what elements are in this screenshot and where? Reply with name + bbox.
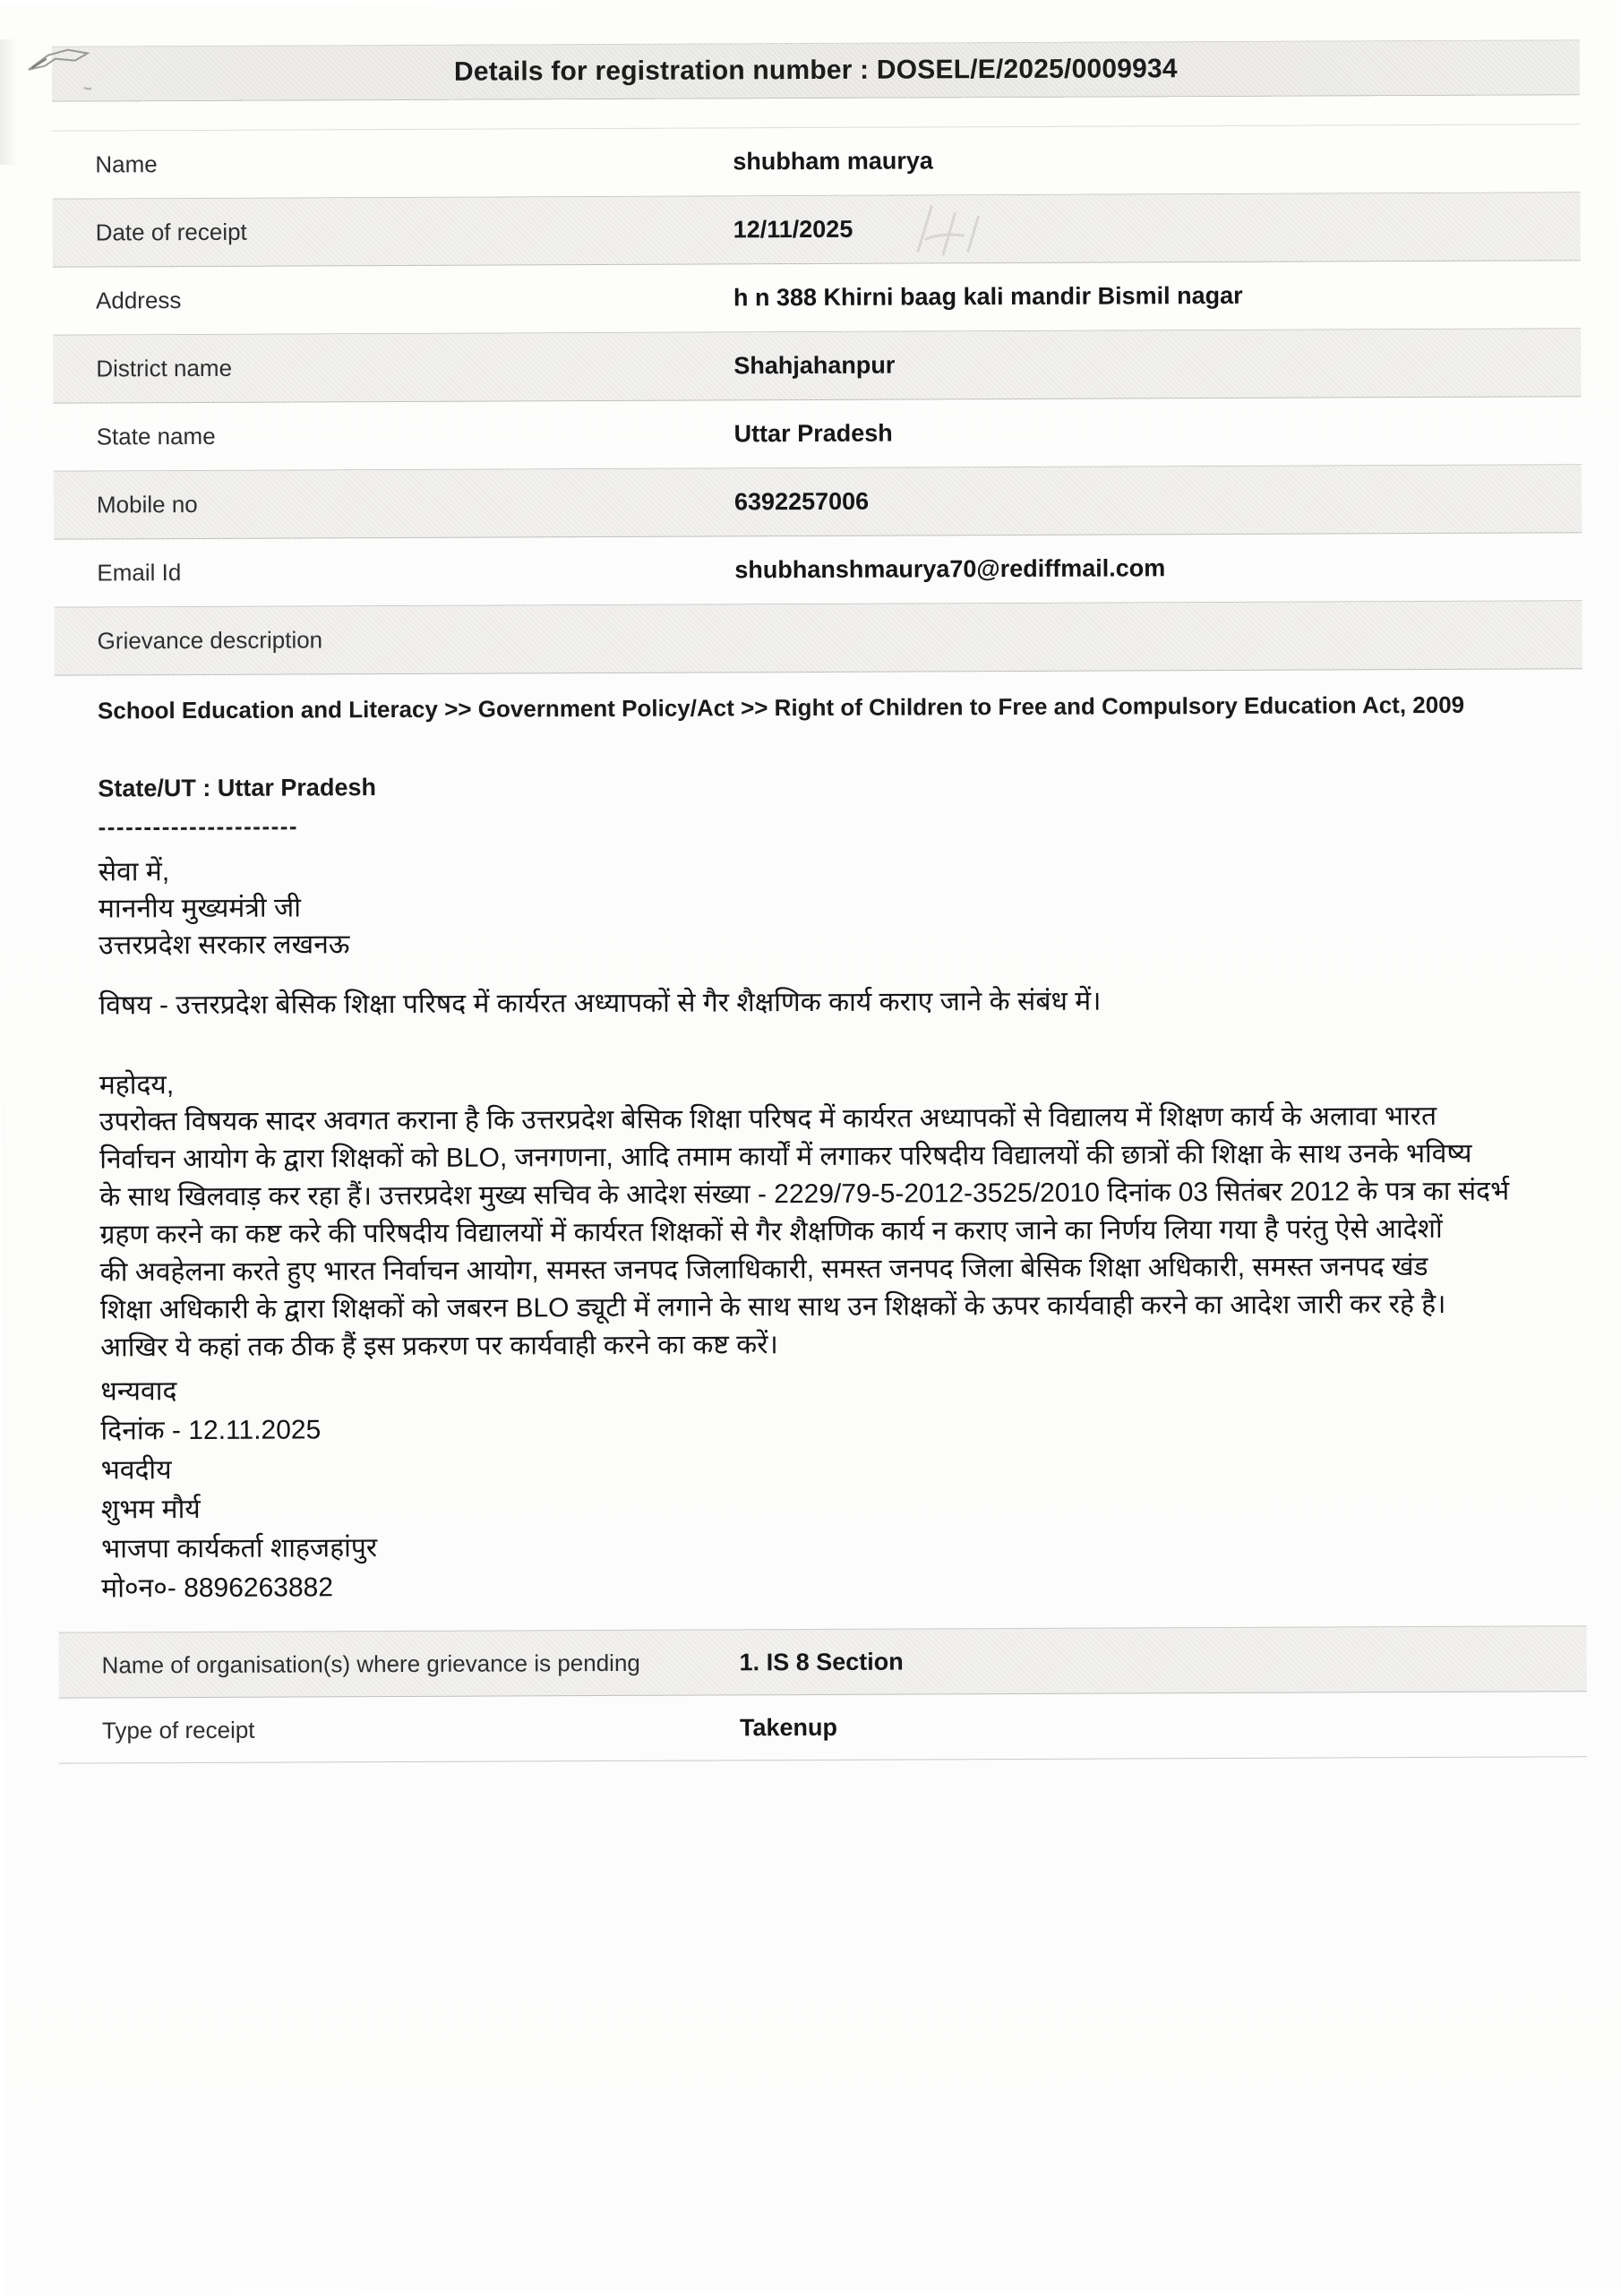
field-label: Grievance description [97, 626, 323, 655]
field-value: h n 388 Khirni baag kali mandir Bismil nagar [733, 281, 1243, 312]
table-row-state-name [53, 397, 1581, 471]
letter-salutation [99, 847, 1566, 964]
details-table [52, 124, 1582, 675]
body-line: के साथ खिलवाड़ कर रहा हैं। उत्तरप्रदेश मुख्य सचिव के आदेश संख्या - 2229/79-5-2012-3525/2010 दिनांक 03 सितंबर 2012 के पत्र का संदर्भ [99, 1176, 1510, 1212]
table-row-grievance-description [54, 601, 1582, 675]
field-label: Name [95, 150, 158, 178]
page-title: Details for registration number : DOSEL/E/2025/0009934 [453, 54, 1178, 87]
table-row-date-of-receipt [52, 193, 1580, 267]
field-label: Email Id [97, 559, 182, 587]
body-line: शिक्षा अधिकारी के द्वारा शिक्षकों को जबरन BLO ड्यूटी में लगाने के साथ साथ उन शिक्षकों के ऊपर कार्यवाही करने का आदेश जारी कर रहे है। [99, 1289, 1446, 1325]
salutation-line: उत्तरप्रदेश सरकार लखनऊ [99, 930, 350, 961]
field-label: Date of receipt [95, 218, 247, 246]
field-label: State name [96, 422, 216, 450]
grievance-state-line: State/UT : Uttar Pradesh [98, 774, 377, 802]
footer-table [58, 1625, 1587, 1763]
table-row-mobile-no [54, 465, 1582, 539]
salutation-line: माननीय मुख्यमंत्री जी [98, 893, 302, 924]
body-line: निर्वाचन आयोग के द्वारा शिक्षकों को BLO, जनगणना, आदि तमाम कार्यों में लगाकर परिषदीय विद्यालयों की छात्रों की शिक्षा के साथ उनके भविष्य [99, 1138, 1472, 1175]
field-label: Mobile no [96, 490, 198, 518]
closing-line: मो०न०- 8896263882 [101, 1572, 334, 1604]
field-label: Name of organisation(s) where grievance is pending [101, 1649, 640, 1678]
field-value: 6392257006 [733, 487, 870, 516]
field-value: Takenup [739, 1713, 838, 1741]
table-row-email-id [54, 533, 1582, 607]
table-row-name [52, 124, 1580, 199]
field-value: 1. IS 8 Section [739, 1648, 904, 1675]
body-line: उपरोक्त विषयक सादर अवगत कराना है कि उत्तरप्रदेश बेसिक शिक्षा परिषद में कार्यरत अध्यापकों से विद्यालय में शिक्षण कार्य के अलावा भारत [99, 1101, 1437, 1137]
body-line: की अवहेलना करते हुए भारत निर्वाचन आयोग, समस्त जनपद जिलाधिकारी, समस्त जनपद जिला बेसिक शिक्षा अधिकारी, समस्त जनपद खंड [99, 1251, 1428, 1288]
salutation-line: सेवा में, [98, 857, 170, 887]
closing-line: दिनांक - 12.11.2025 [100, 1415, 322, 1446]
closing-line: भाजपा कार्यकर्ता शाहजहांपुर [101, 1533, 378, 1564]
closing-line: धन्यवाद [100, 1376, 177, 1407]
letter-greeting: महोदय, [99, 1070, 175, 1101]
letter-subject-line: विषय - उत्तरप्रदेश बेसिक शिक्षा परिषद में कार्यरत अध्यापकों से गैर शैक्षणिक कार्य कराए जाने के संबंध में। [99, 986, 1102, 1021]
title-bar [52, 39, 1580, 101]
divider-dashes: ---------------------- [98, 812, 299, 841]
table-row-pending-organisation [58, 1625, 1586, 1698]
field-value: shubham maurya [733, 147, 933, 176]
grievance-description-body [55, 690, 1586, 1608]
body-line: ग्रहण करने का कष्ट करे की परिषदीय विद्यालयों में कार्यरत शिक्षकों से गैर शैक्षणिक कार्य न कराए जाने का निर्णय लिया गया है परंतु ऐसे आदेशों [99, 1213, 1443, 1250]
letter-body [99, 1097, 1567, 1366]
field-label: District name [96, 354, 233, 382]
field-label: Type of receipt [101, 1716, 255, 1743]
field-label: Address [95, 287, 182, 314]
body-line: आखिर ये कहां तक ठीक हैं इस प्रकरण पर कार्यवाही करने का कष्ट करें। [100, 1330, 778, 1363]
grievance-category-path: School Education and Literacy >> Government Policy/Act >> Right of Children to Free and Compulsory Education Act, 2009 [97, 690, 1465, 724]
letter-closing [100, 1366, 1568, 1608]
table-row-district-name [53, 329, 1581, 403]
field-value: Shahjahanpur [733, 351, 896, 380]
field-value: 12/11/2025 [733, 215, 853, 244]
closing-line: भवदीय [100, 1455, 172, 1486]
closing-line: शुभम मौर्य [100, 1494, 201, 1525]
field-value: Uttar Pradesh [733, 419, 893, 448]
table-row-address [53, 261, 1581, 335]
field-value: shubhanshmaurya70@rediffmail.com [734, 554, 1166, 584]
table-row-type-of-receipt [59, 1692, 1587, 1763]
